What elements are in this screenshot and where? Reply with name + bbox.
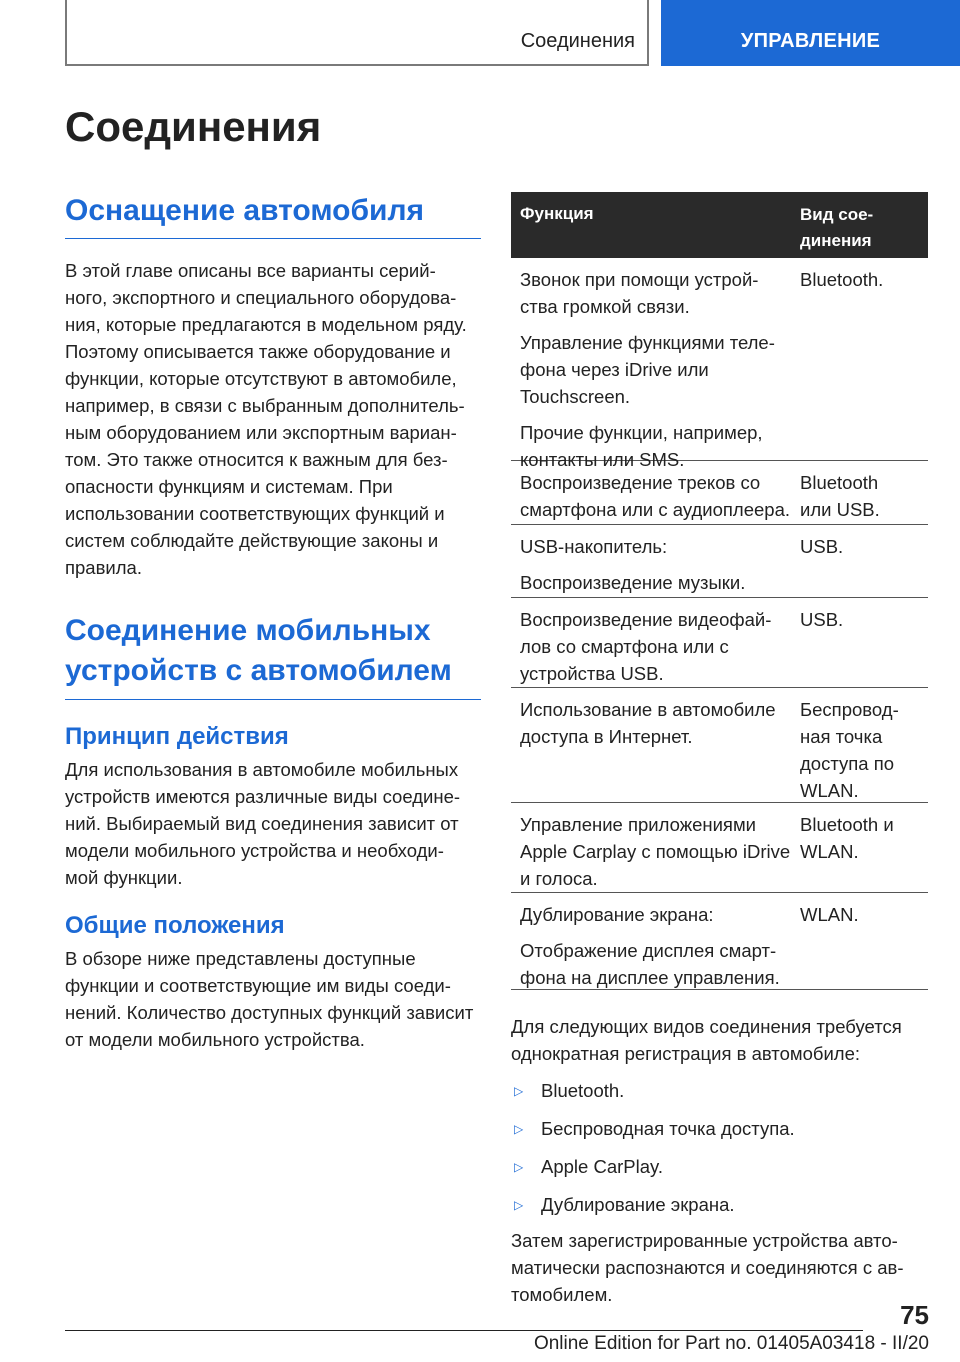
triangle-right-outline-icon: ▷ [514,1160,524,1174]
triangle-right-outline-icon: ▷ [514,1198,524,1212]
footer-edition: Online Edition for Part no. 01405A03418 - II/20 [533,1333,929,1354]
triangle-right-outline-icon: ▷ [514,1084,524,1098]
cell-function: Воспроизведение треков со смартфона или с аудиоплеера. [520,472,791,520]
left-column [65,192,481,1053]
table-row [511,461,928,525]
header-chapter-title: УПРАВЛЕНИЕ [740,30,881,52]
cell-type: Беспровод- ная точка доступа по WLAN. [800,699,899,801]
list-item: ▷ Беспроводная точка доступа. [511,1115,928,1143]
cell-function: Использование в автомобиле доступа в Интернет. [520,699,776,747]
header-chapter-tab [661,0,960,66]
page-title: Соединения [65,103,322,150]
table-row [511,598,928,688]
table-row [511,688,928,803]
header-section-tab [65,0,649,66]
heading-general: Общие положения [65,912,285,939]
header-section-title: Соединения [520,30,635,52]
cell-type: USB. [800,609,844,630]
heading-connection: Соединение мобильных устройств с автомобилем [65,611,481,700]
paragraph-equipment: В этой главе описаны все варианты серий- ного, экспортного и специального оборудова- ния, которые предлагаются в модельном ряду. Поэтому описывается также оборудование и функции, которые отсутствуют в автомобиле, например, в связи с выбранным дополнитель- ным оборудованием или экспортным вариан- том. Это также относится к важным для без- опасности функциям и системам. При использовании соответствующих функций и систем соблюдайте действующие законы и правила. [65,260,467,578]
list-item: ▷ Bluetooth. [511,1077,928,1105]
connections-table [511,192,928,990]
right-text-block [511,1013,928,1308]
cell-function: Управление приложениями Apple Carplay с помощью iDrive и голоса. [520,814,791,889]
paragraph-auto-recognition: Затем зарегистрированные устройства авто- матически распознаются и соединяются с ав- томобилем. [511,1230,904,1305]
paragraph-general: В обзоре ниже представлены доступные функции и соответствующие им виды соеди- нений. Количество доступных функций зависит от модели мобильного устройства. [65,948,474,1050]
page-number: 75 [900,1300,929,1330]
cell-type: Bluetooth и WLAN. [800,814,894,862]
cell-function: USB-накопитель: Воспроизведение музыки. [520,536,746,593]
heading-equipment: Оснащение автомобиля [65,192,481,239]
heading-principle: Принцип действия [65,723,289,750]
table-row [511,258,928,470]
cell-type: Bluetooth или USB. [800,472,880,520]
header-function: Функция [520,204,594,223]
cell-function: Дублирование экрана: Отображение дисплея смарт- фона на дисплее управления. [520,904,780,988]
cell-type: USB. [800,536,844,557]
table-row [511,525,928,598]
triangle-right-outline-icon: ▷ [514,1122,524,1136]
cell-type: Bluetooth. [800,269,884,290]
cell-function: Звонок при помощи устрой- ства громкой связи. Управление функциями теле- фона через iDrive или Touchscreen. Прочие функции, например, контакты или SMS. [520,269,775,470]
table-row [511,803,928,893]
list-item: ▷ Дублирование экрана. [511,1191,928,1219]
footer-divider [65,1330,863,1331]
paragraph-registration: Для следующих видов соединения требуется однократная регистрация в автомобиле: [511,1016,902,1064]
cell-function: Воспроизведение видеофай- лов со смартфона или с устройства USB. [520,609,772,684]
cell-type: WLAN. [800,904,859,925]
paragraph-principle: Для использования в автомобиле мобильных устройств имеются различные виды соедине- ний. Выбираемый вид соединения зависит от модели мобильного устройства и необходи- мой функции. [65,759,461,888]
table-row [511,893,928,990]
header-type: Вид сое- динения [800,205,874,250]
table-header [511,192,928,258]
list-item: ▷ Apple CarPlay. [511,1153,928,1181]
